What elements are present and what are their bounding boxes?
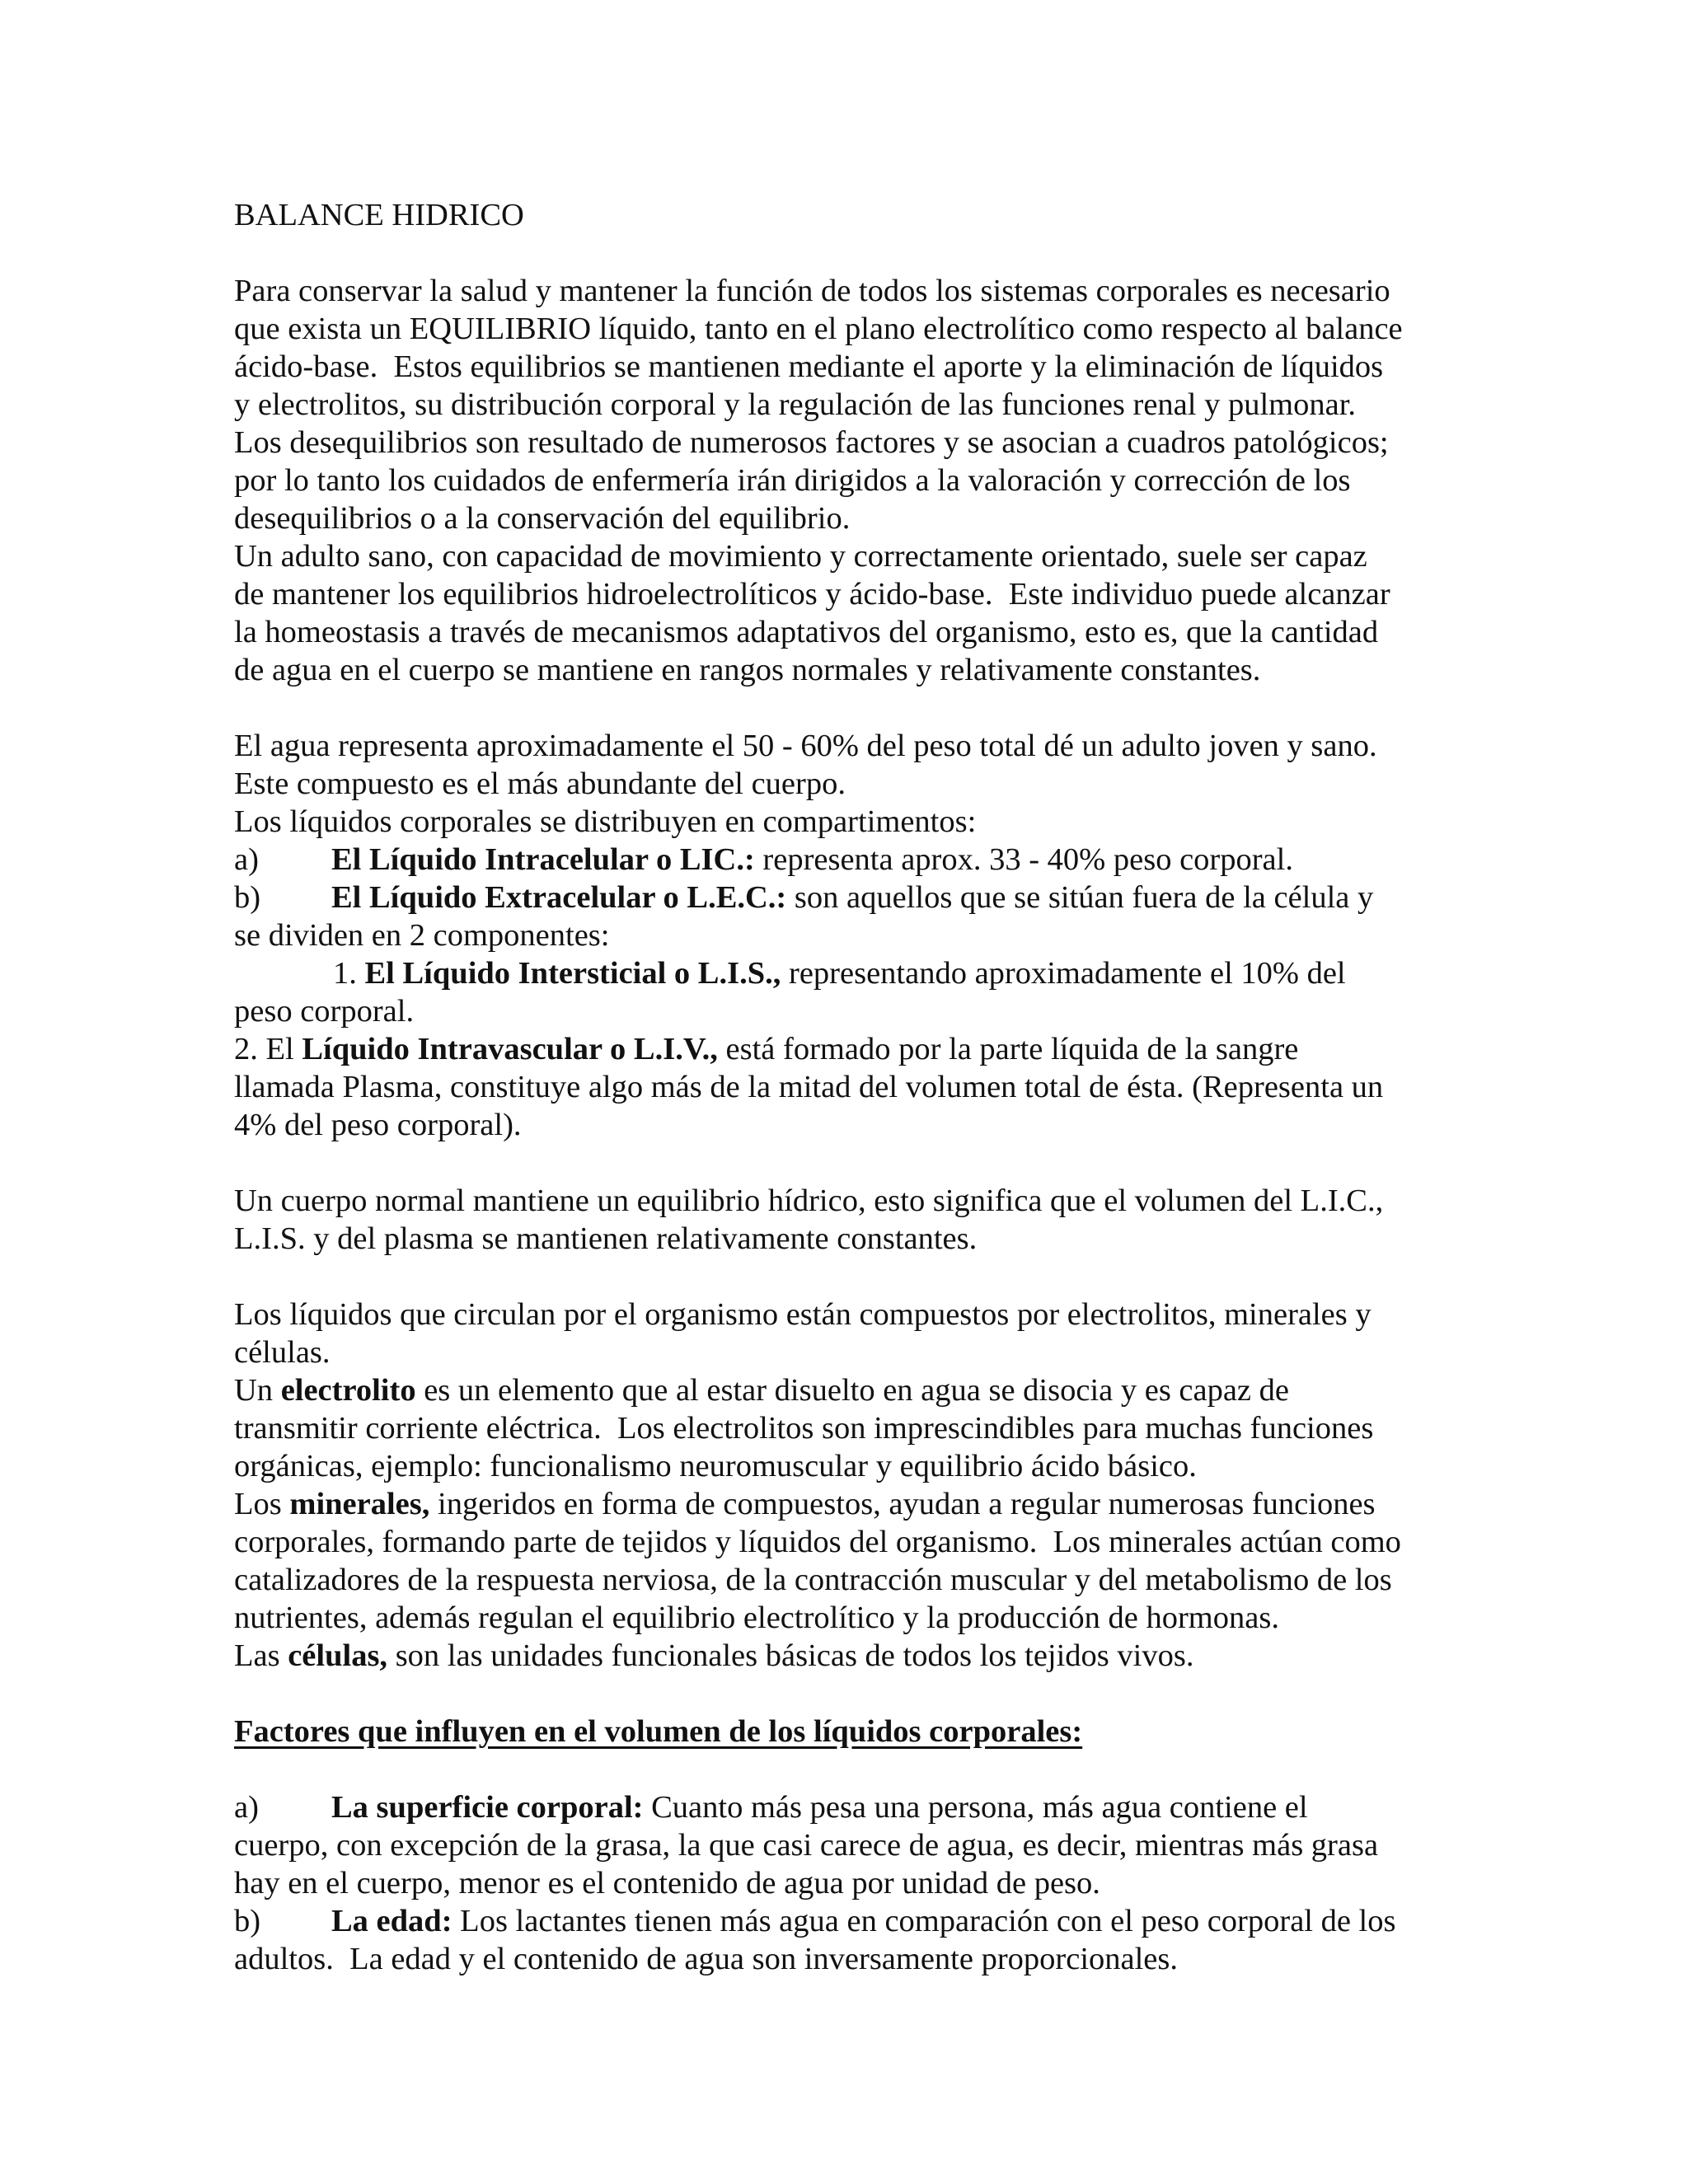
text-line: desequilibrios o a la conservación del equilibrio.	[234, 501, 851, 536]
term-lec: El Líquido Extracelular o L.E.C.:	[331, 880, 787, 915]
text-line: que exista un EQUILIBRIO líquido, tanto en el plano electrolítico como respecto al balance	[234, 312, 1403, 346]
text-line: de agua en el cuerpo se mantiene en rangos normales y relativamente constantes.	[234, 653, 1261, 687]
list-label: a)	[234, 1790, 259, 1825]
term-celulas: células,	[288, 1638, 388, 1673]
list-text: Cuanto más pesa una persona, más agua contiene el	[643, 1790, 1308, 1825]
intro-paragraph	[234, 272, 1454, 689]
document-body	[234, 196, 1454, 1978]
text-line: células.	[234, 1335, 331, 1370]
term-edad: La edad:	[331, 1904, 452, 1938]
text-span: Las	[234, 1638, 288, 1673]
term-minerales: minerales,	[289, 1487, 430, 1521]
balance-paragraph	[234, 1182, 1454, 1258]
text-line: hay en el cuerpo, menor es el contenido de agua por unidad de peso.	[234, 1866, 1100, 1900]
text-span: Los	[234, 1487, 290, 1521]
text-line: Este compuesto es el más abundante del cuerpo.	[234, 766, 846, 801]
sub-text: está formado por la parte líquida de la sangre	[717, 1032, 1299, 1066]
document-title: BALANCE HIDRICO	[234, 198, 524, 232]
text-line: transmitir corriente eléctrica. Los electrolitos son imprescindibles para muchas funciones	[234, 1411, 1374, 1446]
text-span: Un	[234, 1373, 281, 1408]
term-lis: El Líquido Intersticial o L.I.S.,	[364, 956, 781, 991]
sub-text: representando aproximadamente el 10% del	[781, 956, 1346, 991]
text-line: 4% del peso corporal).	[234, 1108, 522, 1142]
list-text: son aquellos que se sitúan fuera de la célula y	[786, 880, 1374, 915]
paragraph-gap	[234, 1750, 1454, 1788]
text-line: orgánicas, ejemplo: funcionalismo neuromuscular y equilibrio ácido básico.	[234, 1449, 1197, 1483]
list-label: b)	[234, 1904, 261, 1938]
text-line: corporales, formando parte de tejidos y líquidos del organismo. Los minerales actúan como	[234, 1525, 1401, 1559]
cells-line	[234, 1637, 1454, 1675]
text-span: ingeridos en forma de compuestos, ayudan a regular numerosas funciones	[429, 1487, 1376, 1521]
text-line: ácido-base. Estos equilibrios se mantienen mediante el aporte y la eliminación de líquidos	[234, 349, 1384, 384]
paragraph-gap	[234, 1258, 1454, 1296]
sub-number: 1.	[333, 956, 365, 991]
factor-item-edad	[234, 1902, 1454, 1940]
sub-item-liv	[234, 1030, 1454, 1068]
list-item-lec	[234, 879, 1454, 916]
factors-list	[234, 1788, 1454, 1978]
text-line: de mantener los equilibrios hidroelectrolíticos y ácido-base. Este individuo puede alcanzar	[234, 577, 1390, 612]
text-line: catalizadores de la respuesta nerviosa, de la contracción muscular y del metabolismo de los	[234, 1563, 1392, 1597]
list-label: b)	[234, 880, 261, 915]
text-line: adultos. La edad y el contenido de agua son inversamente proporcionales.	[234, 1942, 1178, 1976]
minerals-line	[234, 1485, 1454, 1523]
term-liv: Líquido Intravascular o L.I.V.,	[302, 1032, 718, 1066]
list-text: representa aprox. 33 - 40% peso corporal.	[754, 842, 1293, 877]
text-line: y electrolitos, su distribución corporal y la regulación de las funciones renal y pulmonar.	[234, 387, 1357, 422]
fluids-paragraph	[234, 1296, 1454, 1675]
text-line: Los desequilibrios son resultado de numerosos factores y se asocian a cuadros patológicos;	[234, 425, 1389, 460]
text-line: nutrientes, además regulan el equilibrio electrolítico y la producción de hormonas.	[234, 1601, 1279, 1635]
sub-number: 2. El	[234, 1032, 302, 1066]
text-line: se dividen en 2 componentes:	[234, 918, 610, 953]
paragraph-gap	[234, 689, 1454, 727]
list-label: a)	[234, 842, 259, 877]
text-span: es un elemento que al estar disuelto en agua se disocia y es capaz de	[415, 1373, 1289, 1408]
text-line: Los líquidos que circulan por el organismo están compuestos por electrolitos, minerales y	[234, 1297, 1372, 1332]
text-line: Un adulto sano, con capacidad de movimiento y correctamente orientado, suele ser capaz	[234, 539, 1367, 574]
text-line: Para conservar la salud y mantener la función de todos los sistemas corporales es necesario	[234, 274, 1390, 308]
text-line: L.I.S. y del plasma se mantienen relativamente constantes.	[234, 1221, 978, 1256]
list-text: Los lactantes tienen más agua en comparación con el peso corporal de los	[452, 1904, 1396, 1938]
text-line: El agua representa aproximadamente el 50 - 60% del peso total dé un adulto joven y sano.	[234, 729, 1377, 763]
section-heading: Factores que influyen en el volumen de los líquidos corporales:	[234, 1714, 1083, 1749]
factor-item-superficie	[234, 1788, 1454, 1826]
water-paragraph	[234, 727, 1454, 1144]
sub-item-lis	[234, 954, 1454, 992]
term-superficie: La superficie corporal:	[331, 1790, 644, 1825]
electrolyte-line	[234, 1371, 1454, 1409]
paragraph-gap	[234, 1144, 1454, 1182]
paragraph-gap	[234, 1675, 1454, 1713]
term-lic: El Líquido Intracelular o LIC.:	[331, 842, 755, 877]
text-line: cuerpo, con excepción de la grasa, la que casi carece de agua, es decir, mientras más grasa	[234, 1828, 1379, 1863]
text-line: peso corporal.	[234, 994, 415, 1029]
text-line: llamada Plasma, constituye algo más de la mitad del volumen total de ésta. (Representa un	[234, 1070, 1384, 1104]
text-line: Los líquidos corporales se distribuyen en compartimentos:	[234, 804, 977, 839]
text-span: son las unidades funcionales básicas de todos los tejidos vivos.	[387, 1638, 1194, 1673]
term-electrolito: electrolito	[280, 1373, 416, 1408]
text-line: Un cuerpo normal mantiene un equilibrio hídrico, esto significa que el volumen del L.I.C.,	[234, 1183, 1384, 1218]
list-item-lic	[234, 841, 1454, 879]
text-line: la homeostasis a través de mecanismos adaptativos del organismo, esto es, que la cantidad	[234, 615, 1379, 649]
text-line: por lo tanto los cuidados de enfermería irán dirigidos a la valoración y corrección de los	[234, 463, 1351, 498]
